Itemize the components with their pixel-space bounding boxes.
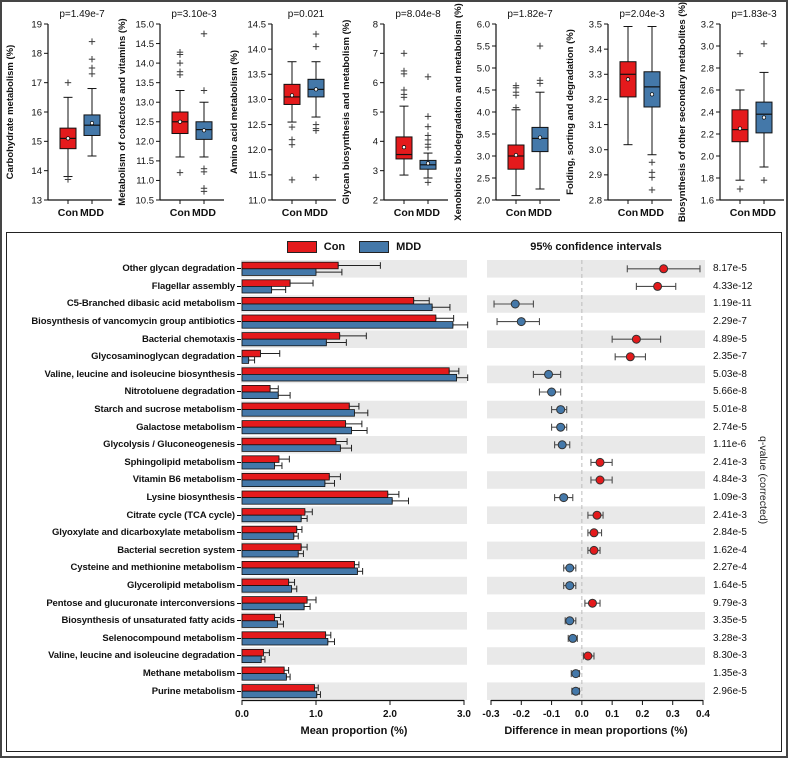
- legend-label-mdd: MDD: [396, 241, 422, 253]
- svg-text:13.5: 13.5: [135, 77, 154, 89]
- q-value: 1.35e-3: [713, 667, 747, 679]
- boxplot-panel-2: [116, 4, 228, 228]
- q-value: 2.29e-7: [713, 316, 747, 328]
- svg-text:2.0: 2.0: [383, 709, 397, 720]
- ci-row: [572, 687, 580, 695]
- q-value: 1.11e-6: [713, 439, 747, 451]
- ci-row: [615, 353, 645, 361]
- svg-text:p=1.49e-7: p=1.49e-7: [59, 9, 105, 20]
- svg-text:17: 17: [31, 77, 42, 89]
- q-value: 5.66e-8: [713, 386, 747, 398]
- ci-row: [568, 634, 577, 642]
- svg-text:Con: Con: [617, 207, 639, 219]
- bars-axis-title: Mean proportion (%): [300, 725, 408, 737]
- svg-text:3.3: 3.3: [588, 69, 602, 81]
- pathway-label: Glycerolipid metabolism: [7, 577, 241, 595]
- svg-text:Con: Con: [281, 207, 303, 219]
- bar-row: [242, 280, 313, 293]
- svg-text:18: 18: [31, 48, 42, 60]
- legend-swatch-mdd: [359, 241, 389, 253]
- svg-text:7: 7: [372, 48, 378, 60]
- ci-row: [539, 388, 560, 396]
- svg-text:0.0: 0.0: [235, 709, 249, 720]
- q-value: 2.84e-5: [713, 527, 747, 539]
- svg-text:14.0: 14.0: [247, 44, 266, 56]
- bar-row: [242, 350, 280, 363]
- bar-row: [242, 597, 316, 610]
- bar-row: [242, 368, 468, 381]
- ci-row: [588, 529, 602, 537]
- svg-text:p=3.10e-3: p=3.10e-3: [171, 9, 217, 20]
- svg-text:13.0: 13.0: [247, 94, 266, 106]
- boxplot-panel-7: [676, 1, 788, 228]
- svg-text:5.5: 5.5: [476, 41, 490, 53]
- legend-label-con: Con: [323, 241, 346, 253]
- q-value: 5.01e-8: [713, 404, 747, 416]
- svg-text:1.0: 1.0: [309, 709, 323, 720]
- q-value: 1.19e-11: [713, 298, 752, 310]
- pathway-label: Glycosaminoglycan degradation: [7, 348, 241, 366]
- svg-text:Con: Con: [505, 207, 527, 219]
- q-value: 4.89e-5: [713, 333, 747, 345]
- stamp-panel: [6, 232, 782, 752]
- svg-text:MDD: MDD: [80, 207, 104, 219]
- q-value: 2.35e-7: [713, 351, 747, 363]
- svg-text:3.2: 3.2: [588, 94, 602, 106]
- svg-text:2.9: 2.9: [588, 170, 602, 182]
- svg-text:5: 5: [372, 107, 378, 119]
- svg-text:Con: Con: [57, 207, 79, 219]
- svg-text:3.0: 3.0: [457, 709, 471, 720]
- q-value: 5.03e-8: [713, 368, 747, 380]
- legend-swatch-con: [287, 241, 317, 253]
- q-value: 8.17e-5: [713, 263, 747, 275]
- svg-text:p=8.04e-8: p=8.04e-8: [395, 9, 441, 20]
- svg-text:2.5: 2.5: [476, 173, 490, 185]
- svg-text:15.0: 15.0: [135, 19, 154, 31]
- bar-row: [242, 667, 290, 680]
- legend-item-mdd: [359, 241, 421, 253]
- pathway-labels-column: [7, 260, 241, 700]
- pathway-label: Valine, leucine and isoleucine biosynthesis: [7, 366, 241, 384]
- svg-text:8: 8: [372, 19, 378, 31]
- bar-row: [242, 403, 368, 416]
- pathway-label: Glyoxylate and dicarboxylate metabolism: [7, 524, 241, 542]
- svg-text:1.8: 1.8: [700, 173, 714, 185]
- pathway-label: Glycolysis / Gluconeogenesis: [7, 436, 241, 454]
- bar-row: [242, 685, 320, 698]
- svg-text:2.8: 2.8: [588, 195, 602, 207]
- svg-text:Glycan biosynthesis and metabo: Glycan biosynthesis and metabolism (%): [341, 19, 352, 205]
- ci-row: [571, 670, 580, 678]
- diff-axis-title: Difference in mean proportions (%): [504, 725, 688, 737]
- svg-text:-0.2: -0.2: [512, 709, 530, 720]
- svg-text:12.0: 12.0: [135, 136, 154, 148]
- svg-text:p=2.04e-3: p=2.04e-3: [619, 9, 665, 20]
- q-value: 3.28e-3: [713, 632, 747, 644]
- svg-text:0.4: 0.4: [696, 709, 710, 720]
- bar-row: [242, 385, 290, 398]
- svg-text:13: 13: [31, 195, 42, 207]
- pathway-label: Methane metabolism: [7, 665, 241, 683]
- svg-text:2.8: 2.8: [700, 63, 714, 75]
- ci-title: 95% confidence intervals: [530, 241, 662, 253]
- bars-x-axis: [235, 700, 471, 722]
- q-axis-label: q-value (corrected): [757, 435, 769, 525]
- pathway-label: Bacterial secretion system: [7, 542, 241, 560]
- svg-text:3.2: 3.2: [700, 19, 714, 31]
- svg-text:Biosynthesis of other secondar: Biosynthesis of other secondary metabolites (%): [677, 1, 688, 223]
- svg-text:p=1.83e-3: p=1.83e-3: [731, 9, 777, 20]
- svg-text:11.0: 11.0: [136, 175, 154, 187]
- bar-row: [242, 544, 307, 557]
- svg-text:0.3: 0.3: [665, 709, 680, 720]
- legend: [241, 236, 467, 258]
- q-value: 8.30e-3: [713, 650, 747, 662]
- svg-text:Con: Con: [393, 207, 415, 219]
- svg-text:2.4: 2.4: [700, 107, 714, 119]
- pathway-label: Flagellar assembly: [7, 278, 241, 296]
- bar-row: [242, 526, 302, 539]
- ci-row: [552, 423, 567, 431]
- q-value: 2.41e-3: [713, 509, 747, 521]
- diff-x-axis: [482, 700, 710, 722]
- pathway-label: Pentose and glucuronate interconversions: [7, 594, 241, 612]
- svg-text:Metabolism of cofactors and vi: Metabolism of cofactors and vitamins (%): [117, 18, 128, 206]
- svg-text:Xenobiotics biodegradation and: Xenobiotics biodegradation and metabolism (%): [453, 3, 464, 221]
- svg-text:11.5: 11.5: [136, 156, 154, 168]
- svg-text:3.0: 3.0: [588, 145, 602, 157]
- svg-text:12.0: 12.0: [247, 145, 266, 157]
- q-value: 1.09e-3: [713, 492, 747, 504]
- pathway-label: Sphingolipid metabolism: [7, 454, 241, 472]
- svg-text:MDD: MDD: [304, 207, 328, 219]
- ci-row: [564, 564, 576, 572]
- bar-row: [242, 491, 409, 504]
- svg-text:4.0: 4.0: [476, 107, 490, 119]
- q-value: 2.96e-5: [713, 685, 747, 697]
- svg-text:-0.3: -0.3: [482, 709, 500, 720]
- bar-row: [242, 579, 297, 592]
- svg-text:16: 16: [31, 107, 42, 119]
- bar-row: [242, 456, 289, 469]
- boxplot-panel-3: [228, 4, 340, 228]
- boxplot-panel-1: [4, 4, 116, 228]
- svg-text:3.0: 3.0: [476, 151, 490, 163]
- svg-text:3: 3: [372, 165, 378, 177]
- svg-text:11.5: 11.5: [248, 170, 266, 182]
- bar-row: [242, 438, 352, 451]
- svg-text:2.6: 2.6: [700, 85, 714, 97]
- svg-text:6: 6: [372, 77, 378, 89]
- q-value-column: [705, 260, 757, 700]
- pathway-label: Bacterial chemotaxis: [7, 330, 241, 348]
- svg-text:2.0: 2.0: [700, 151, 714, 163]
- svg-text:0.2: 0.2: [635, 709, 650, 720]
- pathway-label: Purine metabolism: [7, 682, 241, 700]
- pathway-label: Lysine biosynthesis: [7, 489, 241, 507]
- pathway-label: Citrate cycle (TCA cycle): [7, 506, 241, 524]
- ci-row: [497, 318, 539, 326]
- bar-row: [242, 632, 335, 645]
- svg-text:Con: Con: [169, 207, 191, 219]
- svg-text:2: 2: [372, 195, 378, 207]
- svg-text:-0.1: -0.1: [542, 709, 561, 720]
- svg-text:Amino acid metabolism (%): Amino acid metabolism (%): [229, 49, 240, 175]
- svg-text:3.4: 3.4: [588, 44, 602, 56]
- pathway-label: Galactose metabolism: [7, 418, 241, 436]
- svg-text:MDD: MDD: [640, 207, 664, 219]
- q-value: 3.35e-5: [713, 615, 747, 627]
- svg-text:MDD: MDD: [192, 207, 216, 219]
- svg-text:0.1: 0.1: [605, 709, 620, 720]
- pathway-label: Nitrotoluene degradation: [7, 383, 241, 401]
- boxplot-row: [2, 2, 786, 230]
- svg-text:13.0: 13.0: [135, 97, 154, 109]
- pathway-label: Selenocompound metabolism: [7, 629, 241, 647]
- svg-text:MDD: MDD: [752, 207, 776, 219]
- svg-text:6.0: 6.0: [476, 19, 490, 31]
- pathway-label: C5-Branched dibasic acid metabolism: [7, 295, 241, 313]
- svg-text:MDD: MDD: [416, 207, 440, 219]
- pathway-label: Biosynthesis of vancomycin group antibiotics: [7, 313, 241, 331]
- svg-text:MDD: MDD: [528, 207, 552, 219]
- svg-text:5.0: 5.0: [476, 63, 490, 75]
- svg-text:1.6: 1.6: [700, 195, 714, 207]
- ci-row: [585, 599, 600, 607]
- svg-text:Folding, sorting and degradati: Folding, sorting and degradation (%): [565, 29, 576, 195]
- q-value: 4.33e-12: [713, 280, 753, 292]
- pathway-label: Starch and sucrose metabolism: [7, 401, 241, 419]
- svg-text:Con: Con: [729, 207, 751, 219]
- svg-text:2.0: 2.0: [476, 195, 490, 207]
- boxplot-panel-6: [564, 4, 676, 228]
- bar-row: [242, 421, 367, 434]
- bar-row: [242, 315, 468, 328]
- svg-text:2.2: 2.2: [700, 129, 714, 141]
- ci-row: [636, 282, 675, 290]
- svg-text:3.1: 3.1: [588, 119, 602, 131]
- pathway-label: Vitamin B6 metabolism: [7, 471, 241, 489]
- pathway-label: Other glycan degradation: [7, 260, 241, 278]
- confidence-interval-chart: [487, 260, 705, 700]
- svg-text:p=1.82e-7: p=1.82e-7: [507, 9, 553, 20]
- ci-row: [555, 494, 573, 502]
- ci-row: [591, 458, 612, 466]
- q-value: 2.74e-5: [713, 421, 747, 433]
- svg-text:12.5: 12.5: [247, 119, 266, 131]
- legend-item-con: [287, 241, 345, 253]
- pathway-label: Valine, leucine and isoleucine degradation: [7, 647, 241, 665]
- svg-text:p=0.021: p=0.021: [287, 9, 325, 20]
- stamp-axes: [7, 700, 781, 737]
- q-value: 2.27e-4: [713, 562, 747, 574]
- svg-text:3.5: 3.5: [476, 129, 490, 141]
- svg-text:13.5: 13.5: [247, 69, 266, 81]
- svg-text:14.5: 14.5: [247, 19, 266, 31]
- svg-text:3.5: 3.5: [588, 19, 602, 31]
- q-value: 1.62e-4: [713, 544, 747, 556]
- svg-text:10.5: 10.5: [135, 195, 154, 207]
- pathway-label: Biosynthesis of unsaturated fatty acids: [7, 612, 241, 630]
- q-value: 1.64e-5: [713, 579, 747, 591]
- boxplot-panel-5: [452, 4, 564, 228]
- mean-proportion-bars-chart: [241, 260, 467, 700]
- svg-text:11.0: 11.0: [248, 195, 266, 207]
- svg-text:14: 14: [31, 165, 42, 177]
- svg-text:0.0: 0.0: [574, 709, 589, 720]
- svg-text:4.5: 4.5: [476, 85, 490, 97]
- q-value: 4.84e-3: [713, 474, 747, 486]
- q-value: 2.41e-3: [713, 456, 747, 468]
- svg-text:4: 4: [372, 136, 378, 148]
- bar-row: [242, 561, 363, 574]
- boxplot-panel-4: [340, 4, 452, 228]
- stamp-header: [7, 236, 781, 258]
- svg-text:3.0: 3.0: [700, 41, 714, 53]
- svg-text:14.5: 14.5: [135, 38, 154, 50]
- svg-text:19: 19: [31, 19, 42, 31]
- svg-text:12.5: 12.5: [135, 117, 154, 129]
- svg-text:14.0: 14.0: [135, 58, 154, 70]
- pathway-label: Cysteine and methionine metabolism: [7, 559, 241, 577]
- svg-text:Carbohydrate metabolism (%): Carbohydrate metabolism (%): [5, 44, 16, 180]
- q-value: 9.79e-3: [713, 597, 747, 609]
- svg-text:15: 15: [31, 136, 42, 148]
- stamp-body: [7, 260, 781, 700]
